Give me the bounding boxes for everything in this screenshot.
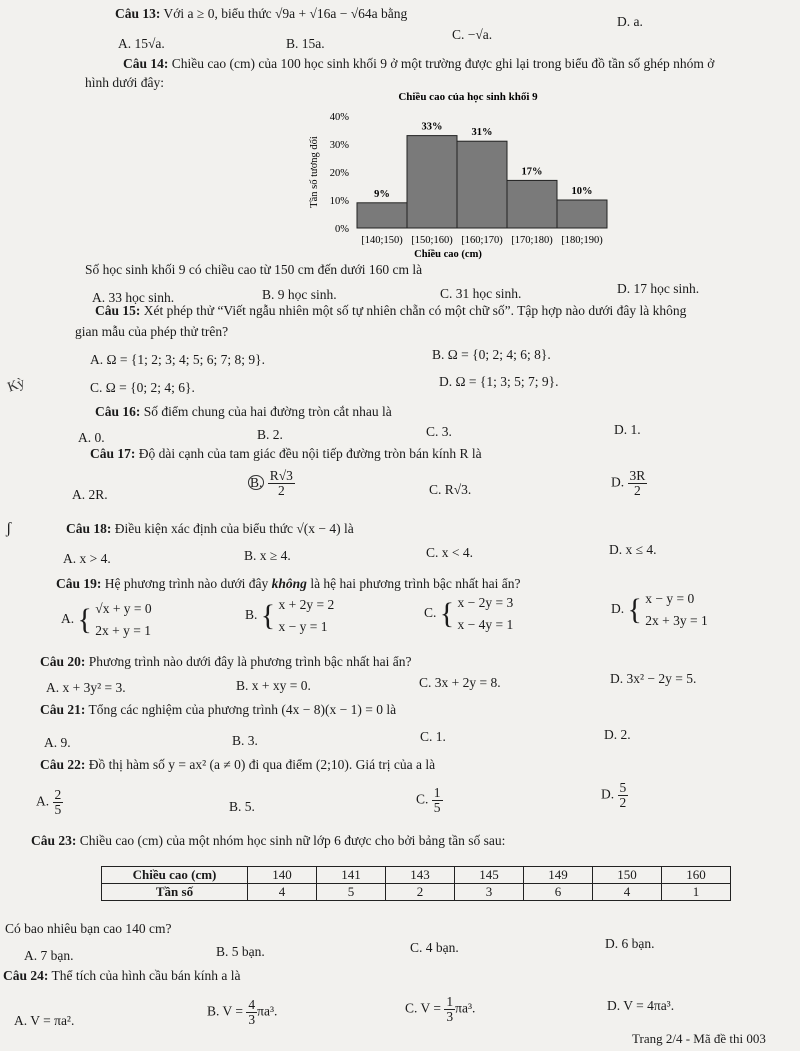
histogram-bar (407, 136, 457, 228)
table-header-height: Chiều cao (cm) (102, 867, 248, 884)
bar-data-label: 17% (521, 166, 543, 178)
q19-option-a (61, 598, 152, 642)
q22-a-fraction (53, 788, 64, 817)
q24-c-denominator: 3 (446, 1009, 454, 1024)
q24-b-letter: B. (207, 1003, 220, 1019)
q16-option-d: D. 1. (614, 422, 641, 437)
q22-a-letter: A. (36, 793, 50, 809)
q14-option-d: D. 17 học sinh. (617, 281, 700, 296)
q19-a-eq1: √x + y = 0 (95, 601, 152, 616)
q22-option-c (416, 786, 443, 815)
q21-option-b: B. 3. (232, 733, 258, 748)
q21-option-d: D. 2. (604, 727, 631, 742)
q19-a-eq2: 2x + y = 1 (95, 623, 152, 638)
q22-c-letter: C. (416, 791, 429, 807)
question-19 (56, 576, 520, 592)
q24-option-d: D. V = 4πa³. (607, 998, 675, 1013)
q19-c-system (458, 592, 514, 636)
table-cell: 143 (386, 867, 455, 884)
q19-b-eq2: x − y = 1 (278, 619, 328, 634)
table-cell: 4 (248, 884, 317, 901)
q22-c-denominator: 5 (433, 800, 441, 815)
q19-c-letter: C. (424, 605, 437, 621)
q19-a-system (95, 598, 151, 642)
q24-c-fraction (444, 995, 455, 1024)
x-tick-label: [180;190) (561, 235, 603, 246)
q21-option-a: A. 9. (44, 735, 71, 750)
q17-option-a: A. 2R. (72, 487, 108, 502)
x-tick-label: [140;150) (361, 235, 403, 246)
table-row (102, 884, 731, 901)
q24-b-denominator: 3 (248, 1012, 256, 1027)
q17-text: Độ dài cạnh của tam giác đều nội tiếp đường tròn bán kính R là (138, 446, 482, 461)
q15-text-2: gian mẫu của phép thử trên? (75, 324, 229, 339)
table-cell: 160 (662, 867, 731, 884)
q17-number: Câu 17: (90, 446, 136, 461)
q24-text: Thể tích của hình cầu bán kính a là (51, 968, 241, 983)
q17-option-b-fraction (268, 469, 295, 498)
histogram-bar (507, 180, 557, 228)
q22-d-fraction (618, 781, 629, 810)
q20-option-c: C. 3x + 2y = 8. (419, 675, 501, 690)
q24-c-rhs: πa³. (455, 1000, 476, 1016)
q20-option-a: A. x + 3y² = 3. (46, 680, 126, 695)
q22-a-numerator: 2 (54, 787, 62, 802)
q24-b-lhs: V = (222, 1003, 244, 1019)
table-cell: 149 (524, 867, 593, 884)
q17-d-numerator: 3R (629, 468, 646, 483)
question-18 (66, 521, 354, 537)
q22-option-d (601, 781, 628, 810)
q23-option-b: B. 5 bạn. (216, 944, 265, 959)
bar-data-label: 33% (421, 121, 443, 133)
q18-option-a: A. x > 4. (63, 551, 111, 566)
q20-text: Phương trình nào dưới đây là phương trình bậc nhất hai ẩn? (88, 654, 412, 669)
q24-option-c (405, 995, 475, 1024)
question-17 (90, 446, 482, 462)
q24-c-numerator: 1 (446, 994, 454, 1009)
y-tick-label: 40% (329, 112, 349, 123)
frequency-table (101, 866, 731, 901)
q19-a-letter: A. (61, 611, 75, 627)
question-23 (31, 833, 505, 849)
q23-text: Chiều cao (cm) của một nhóm học sinh nữ lớp 6 được cho bởi bảng tần số sau: (79, 833, 506, 848)
q15-option-c: C. Ω = {0; 2; 4; 6}. (90, 380, 195, 395)
histogram-chart (290, 84, 630, 264)
histogram-bar (557, 200, 607, 228)
q13-option-d: D. a. (617, 14, 643, 29)
q16-option-b: B. 2. (257, 427, 283, 442)
table-header-frequency: Tần số (102, 884, 248, 901)
q19-a-brace: { (77, 603, 92, 636)
q23-option-c: C. 4 bạn. (410, 940, 459, 955)
q22-c-numerator: 1 (433, 785, 441, 800)
q15-option-b: B. Ω = {0; 2; 4; 6; 8}. (432, 347, 551, 362)
q23-number: Câu 23: (31, 833, 77, 848)
q22-a-denominator: 5 (54, 802, 62, 817)
page-footer: Trang 2/4 - Mã đề thi 003 (632, 1031, 766, 1046)
q21-number: Câu 21: (40, 702, 86, 717)
table-cell: 6 (524, 884, 593, 901)
q18-text: Điều kiện xác định của biểu thức √(x − 4) là (114, 521, 354, 536)
q16-option-c: C. 3. (426, 424, 452, 439)
q13-number: Câu 13: (115, 6, 161, 21)
bar-data-label: 9% (374, 188, 390, 200)
q15-option-d: D. Ω = {1; 3; 5; 7; 9}. (439, 374, 559, 389)
q17-b-denominator: 2 (277, 483, 285, 498)
q19-text-post: là hệ hai phương trình bậc nhất hai ẩn? (310, 576, 521, 591)
table-cell: 141 (317, 867, 386, 884)
q22-option-a (36, 788, 63, 817)
table-cell: 5 (317, 884, 386, 901)
q16-option-a: A. 0. (78, 430, 105, 445)
q17-option-d-fraction (628, 469, 648, 498)
q19-b-eq1: x + 2y = 2 (278, 597, 335, 612)
q22-d-letter: D. (601, 786, 615, 802)
q22-number: Câu 22: (40, 757, 86, 772)
q20-number: Câu 20: (40, 654, 86, 669)
q18-option-b: B. x ≥ 4. (244, 548, 291, 563)
q17-option-d-letter: D. (611, 474, 625, 490)
q17-d-denominator: 2 (634, 483, 641, 498)
histogram-bar (457, 141, 507, 228)
q19-text-emphasis: không (271, 576, 307, 591)
y-tick-label: 20% (329, 168, 349, 179)
histogram-bar (357, 203, 407, 228)
x-tick-label: [170;180) (511, 235, 553, 246)
q24-option-a: A. V = πa². (14, 1013, 75, 1028)
q17-option-b (248, 469, 295, 498)
q23-question: Có bao nhiêu bạn cao 140 cm? (5, 921, 172, 936)
q17-option-c: C. R√3. (429, 482, 472, 497)
q15-number: Câu 15: (95, 303, 141, 318)
q16-number: Câu 16: (95, 404, 141, 419)
q19-c-eq2: x − 4y = 1 (457, 617, 514, 632)
chart-title: Chiều cao của học sinh khối 9 (398, 91, 538, 103)
chart-x-axis-label: Chiều cao (cm) (414, 249, 482, 260)
question-13 (115, 6, 407, 22)
question-24 (3, 968, 240, 984)
q19-option-c (424, 592, 513, 636)
q17-option-b-letter: B. (250, 474, 263, 490)
q24-c-lhs: V = (420, 1000, 442, 1016)
q24-option-b (207, 998, 277, 1027)
q19-c-brace: { (439, 597, 455, 630)
q20-option-d: D. 3x² − 2y = 5. (610, 671, 697, 686)
q17-b-numerator: R√3 (269, 468, 293, 483)
question-16 (95, 404, 392, 420)
q14-option-b: B. 9 học sinh. (262, 287, 337, 302)
question-21 (40, 702, 396, 718)
chart-y-axis-label: Tần số tương đối (309, 136, 320, 208)
q22-c-fraction (432, 786, 443, 815)
q22-d-numerator: 5 (619, 780, 627, 795)
q24-c-letter: C. (405, 1000, 418, 1016)
q21-text: Tổng các nghiệm của phương trình (4x − 8)(x − 1) = 0 là (88, 702, 397, 717)
q19-d-system (645, 588, 707, 632)
q19-c-eq1: x − 2y = 3 (457, 595, 514, 610)
q23-option-d: D. 6 bạn. (605, 936, 655, 951)
q19-option-b (245, 594, 334, 638)
q18-option-c: C. x < 4. (426, 545, 473, 560)
q14-number: Câu 14: (123, 56, 169, 71)
table-cell: 3 (455, 884, 524, 901)
q24-b-rhs: πa³. (257, 1003, 278, 1019)
q14-option-c: C. 31 học sinh. (440, 286, 522, 301)
q13-option-a: A. 15√a. (118, 36, 165, 51)
q19-d-brace: { (627, 593, 642, 626)
margin-mark-1: Kỳ (5, 375, 28, 396)
q18-option-d: D. x ≤ 4. (609, 542, 657, 557)
q14-option-a: A. 33 học sinh. (92, 290, 175, 305)
q14-text-2: hình dưới đây: (85, 75, 164, 90)
q22-text: Đồ thị hàm số y = ax² (a ≠ 0) đi qua điểm (2;10). Giá trị của a là (88, 757, 436, 772)
question-15 (95, 303, 686, 319)
q19-d-eq1: x − y = 0 (645, 591, 695, 606)
table-cell: 140 (248, 867, 317, 884)
q21-option-c: C. 1. (420, 729, 446, 744)
q14-text-1: Chiều cao (cm) của 100 học sinh khối 9 ở một trường được ghi lại trong biểu đồ tần số ghép nhóm ở (171, 56, 715, 71)
q13-option-c: C. −√a. (452, 27, 493, 42)
q23-option-a: A. 7 bạn. (24, 948, 74, 963)
question-20 (40, 654, 411, 670)
y-tick-label: 30% (329, 140, 349, 151)
q19-text-pre: Hệ phương trình nào dưới đây (104, 576, 269, 591)
table-row (102, 867, 731, 884)
y-tick-label: 0% (335, 224, 349, 235)
q20-option-b: B. x + xy = 0. (236, 678, 311, 693)
q19-option-d (611, 588, 708, 632)
y-tick-label: 10% (329, 196, 349, 207)
table-cell: 1 (662, 884, 731, 901)
table-cell: 4 (593, 884, 662, 901)
q13-option-b: B. 15a. (286, 36, 325, 51)
table-cell: 145 (455, 867, 524, 884)
q24-number: Câu 24: (3, 968, 49, 983)
table-cell: 2 (386, 884, 455, 901)
margin-mark-2: ʃ (6, 520, 12, 537)
q24-b-numerator: 4 (248, 997, 256, 1012)
q22-option-b: B. 5. (229, 799, 255, 814)
q19-d-eq2: 2x + 3y = 1 (645, 613, 708, 628)
question-22 (40, 757, 435, 773)
q17-option-d (611, 469, 647, 498)
q24-b-fraction (246, 998, 257, 1027)
x-tick-label: [160;170) (461, 235, 503, 246)
x-tick-label: [150;160) (411, 235, 453, 246)
q19-b-system (279, 594, 335, 638)
bar-data-label: 31% (471, 127, 493, 139)
table-cell: 150 (593, 867, 662, 884)
q19-d-letter: D. (611, 601, 625, 617)
q18-number: Câu 18: (66, 521, 112, 536)
q19-b-letter: B. (245, 607, 258, 623)
q13-text: Với a ≥ 0, biểu thức √9a + √16a − √64a bằng (163, 6, 408, 21)
q19-b-brace: { (260, 599, 276, 632)
bar-data-label: 10% (571, 186, 593, 197)
q22-d-denominator: 2 (619, 795, 627, 810)
q19-number: Câu 19: (56, 576, 102, 591)
q15-text-1: Xét phép thử “Viết ngẫu nhiên một số tự nhiên chẵn có một chữ số”. Tập hợp nào dưới đây là không (143, 303, 687, 318)
q15-option-a: A. Ω = {1; 2; 3; 4; 5; 6; 7; 8; 9}. (90, 352, 265, 367)
q14-text-3: Số học sinh khối 9 có chiều cao từ 150 cm đến dưới 160 cm là (85, 262, 423, 277)
question-14 (123, 56, 714, 72)
q16-text: Số điểm chung của hai đường tròn cắt nhau là (143, 404, 392, 419)
